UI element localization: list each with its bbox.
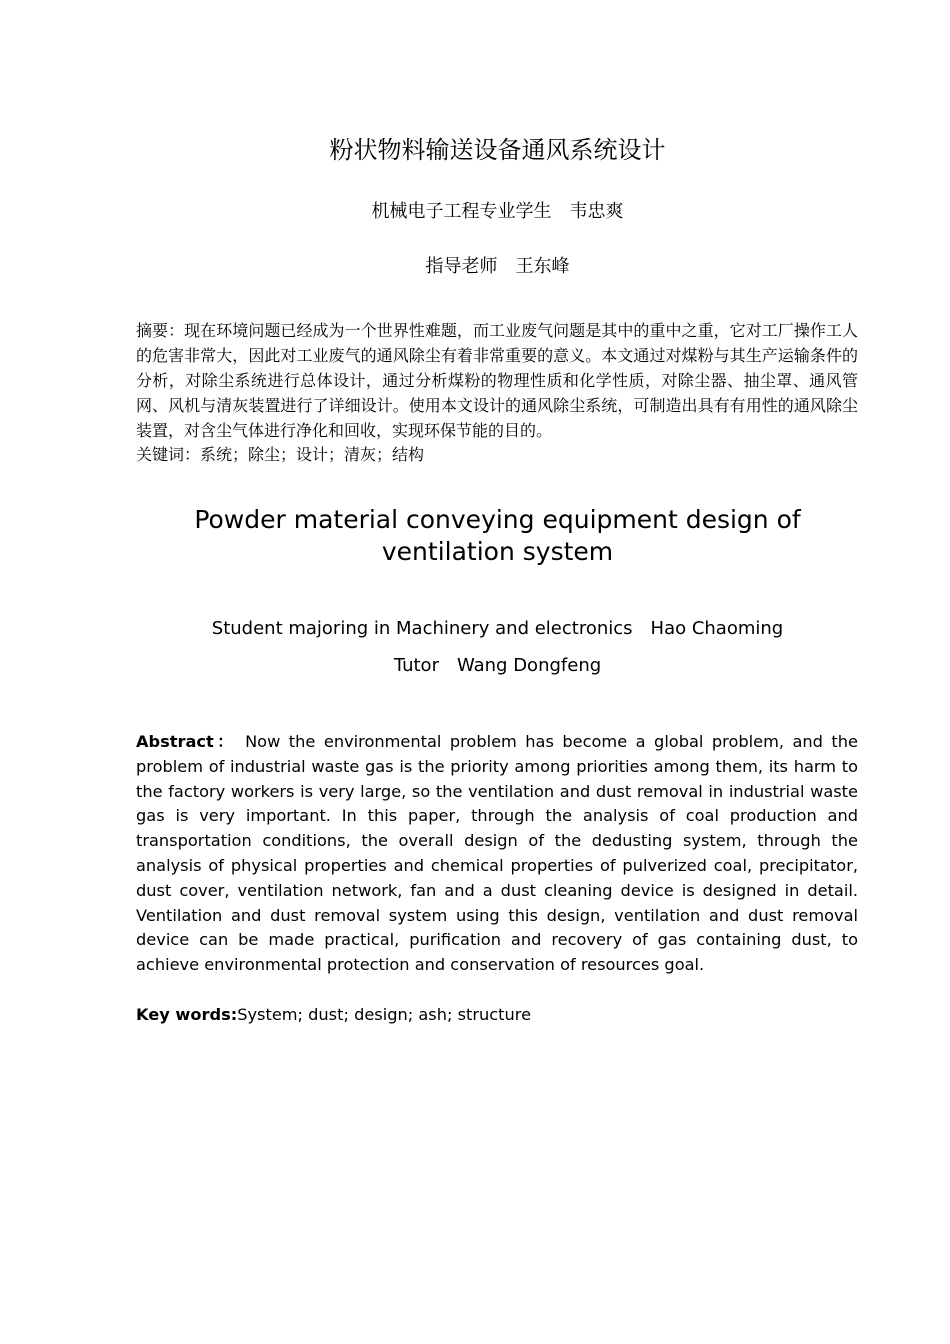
english-abstract [136,730,858,978]
english-keywords [136,1003,858,1028]
chinese-author-role: 机械电子工程专业学生 [371,201,552,222]
english-keywords-label: Key words: [136,1005,238,1024]
english-author-role: Student majoring in Machinery and electronics [211,618,633,639]
chinese-keywords: 关键词：系统；除尘；设计；清灰；结构 [136,445,425,464]
chinese-tutor-name: 王东峰 [515,256,570,277]
english-title: Powder material conveying equipment design of ventilation system [194,505,801,566]
english-tutor-line [0,653,950,679]
chinese-tutor-line [0,254,950,280]
chinese-tutor-role: 指导老师 [425,256,498,277]
english-author-name: Hao Chaoming [650,618,784,639]
english-author-line [0,616,950,642]
chinese-title: 粉状物料输送设备通风系统设计 [329,136,666,164]
english-tutor-name: Wang Dongfeng [456,655,602,676]
chinese-author-line [0,199,950,225]
english-abstract-label: Abstract： [136,732,237,751]
english-keywords-text: System; dust; design; ash; structure [237,1005,532,1024]
english-abstract-text: Now the environmental problem has become a global problem, and the problem of industrial waste gas is the priority among priorities among them, its harm to the factory workers is very large, so the ventilation and dust removal in industrial waste gas is very important. In this paper, through the analysis of coal production and transportation conditions, the overall design of the dedusting system, through the analysis of physical properties and chemical properties of pulverized coal, precipitator, dust cover, ventilation network, fan and a dust cleaning device is designed in detail. Ventilation and dust removal system using this design, ventilation and dust removal device can be made practical, purification and recovery of gas containing dust, to achieve environmental protection and conservation of resources goal. [136,732,858,975]
english-tutor-role: Tutor [393,655,439,676]
chinese-author-name: 韦忠爽 [569,201,624,222]
chinese-abstract: 摘要：现在环境问题已经成为一个世界性难题，而工业废气问题是其中的重中之重，它对工厂操作工人的危害非常大，因此对工业废气的通风除尘有着非常重要的意义。本文通过对煤粉与其生产运输条件的分析，对除尘系统进行总体设计，通过分析煤粉的物理性质和化学性质，对除尘器、抽尘罩、通风管网、风机与清灰装置进行了详细设计。使用本文设计的通风除尘系统，可制造出具有有用性的通风除尘装置，对含尘气体进行净化和回收，实现环保节能的目的。 [136,321,858,440]
